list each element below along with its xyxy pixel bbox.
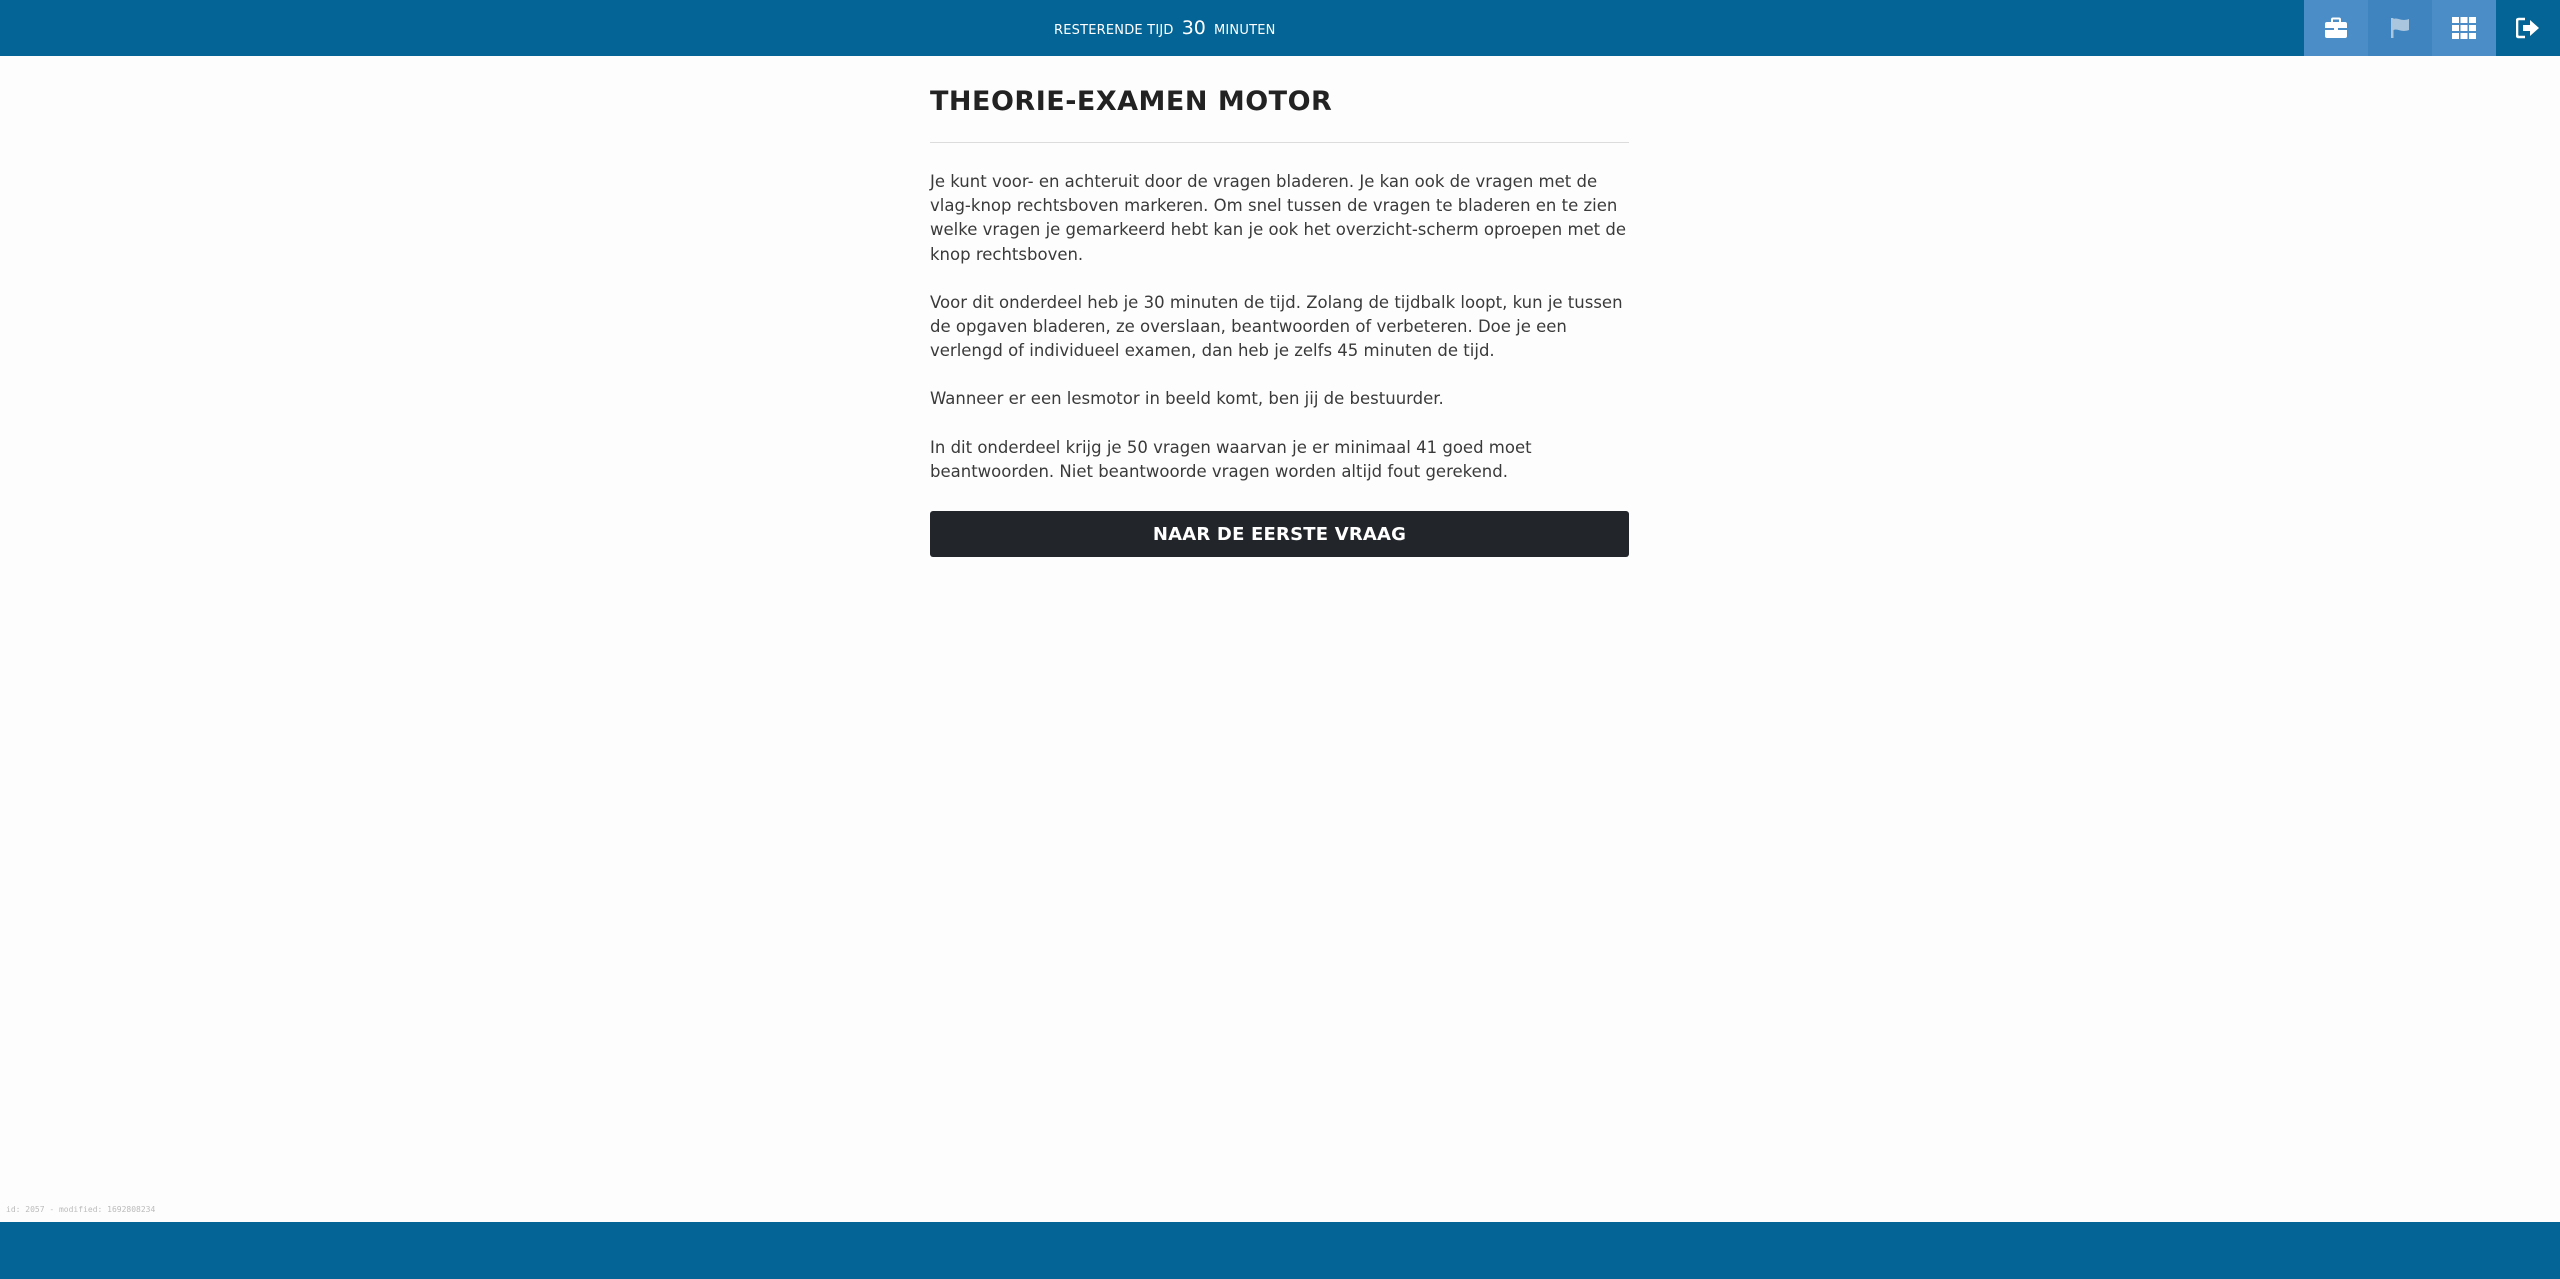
timer-value: 30 <box>1181 17 1206 39</box>
instruction-paragraph: Voor dit onderdeel heb je 30 minuten de tijd. Zolang de tijdbalk loopt, kun je tussen de opgaven bladeren, ze overslaan, beantwoorden of verbeteren. Doe je een verlengd of individueel examen, dan heb je zelfs 45 minuten de tijd. <box>930 292 1623 361</box>
timer-prefix: RESTERENDE TIJD <box>1054 23 1174 38</box>
page-title: THEORIE-EXAMEN MOTOR <box>930 86 1333 117</box>
exam-intro <box>930 56 1629 557</box>
top-bar <box>0 0 2560 56</box>
instruction-paragraph: Je kunt voor- en achteruit door de vragen bladeren. Je kan ook de vragen met de vlag-knop rechtsboven markeren. Om snel tussen de vragen te bladeren en te zien welke vragen je gemarkeerd hebt kan je ook het overzicht-scherm oproepen met de knop rechtsboven. <box>930 172 1627 264</box>
briefcase-icon <box>2324 17 2348 39</box>
first-question-button[interactable]: NAAR DE EERSTE VRAAG <box>930 511 1629 557</box>
flag-button[interactable] <box>2368 0 2432 56</box>
remaining-time <box>1054 12 1276 44</box>
toolbar <box>2304 0 2560 56</box>
overview-button[interactable] <box>2432 0 2496 56</box>
instructions <box>930 170 1629 484</box>
title-divider <box>930 142 1629 143</box>
instruction-paragraph: In dit onderdeel krijg je 50 vragen waarvan je er minimaal 41 goed moet beantwoorden. Niet beantwoorde vragen worden altijd fout gerekend. <box>930 437 1532 481</box>
instruction-paragraph: Wanneer er een lesmotor in beeld komt, ben jij de bestuurder. <box>930 389 1444 409</box>
timer-unit: MINUTEN <box>1213 23 1276 38</box>
version-note: id: 2057 - modified: 1692808234 <box>6 1205 156 1214</box>
grid-icon <box>2452 17 2476 39</box>
bottom-bar <box>0 1222 2560 1279</box>
briefcase-button[interactable] <box>2304 0 2368 56</box>
logout-icon <box>2516 17 2540 39</box>
flag-icon <box>2388 16 2412 40</box>
logout-button[interactable] <box>2496 0 2560 56</box>
